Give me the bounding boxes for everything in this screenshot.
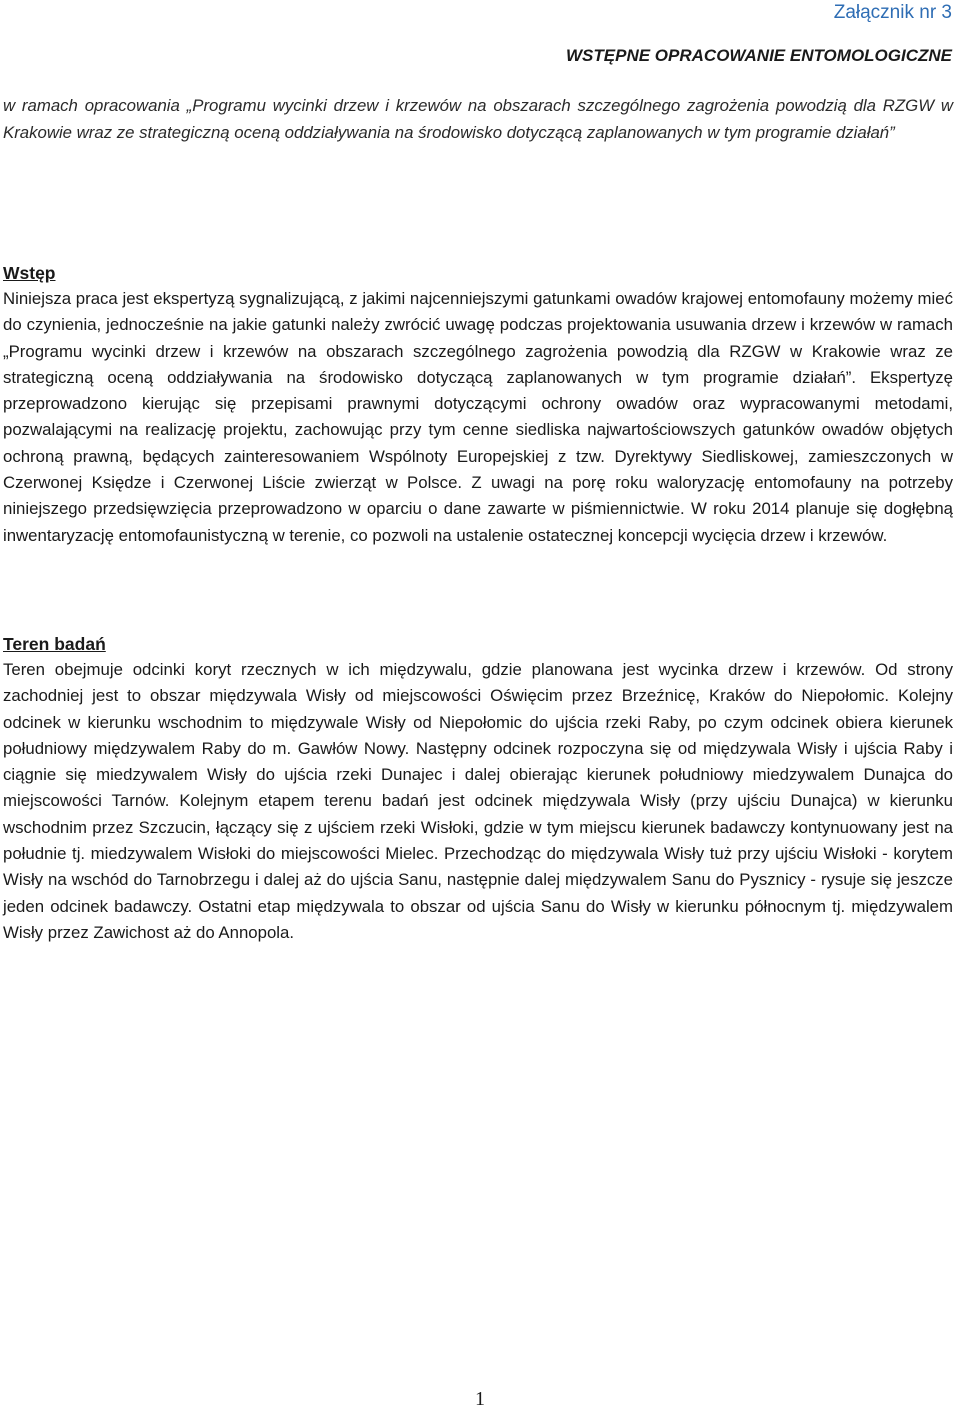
section-heading-introduction: Wstęp — [3, 263, 56, 283]
section-heading-study-area: Teren badań — [3, 634, 106, 654]
section-introduction — [3, 260, 953, 549]
document-title: WSTĘPNE OPRACOWANIE ENTOMOLOGICZNE — [566, 46, 952, 65]
section-body-introduction: Niniejsza praca jest ekspertyzą sygnalizującą, z jakimi najcenniejszymi gatunkami owadów krajowej entomofauny możemy mieć do czynienia, jednocześnie na jakie gatunki należy zwrócić uwagę podczas projektowania usuwania drzew i krzewów w ramach „Programu wycinki drzew i krzewów na obszarach szczególnego zagrożenia powodzią dla RZGW w Krakowie wraz ze strategiczną oceną oddziaływania na środowisko dotyczącą zaplanowanych w tym programie działań”. Ekspertyzę przeprowadzono kierując się przepisami prawnymi dotyczącymi ochrony owadów oraz wypracowanymi metodami, pozwalającymi na realizację projektu, zachowując przy tym cenne siedliska najwartościowszych gatunków owadów objętych ochroną prawną, będących zainteresowaniem Wspólnoty Europejskiej z tzw. Dyrektywy Siedliskowej, zamieszczonych w Czerwonej Księdze i Czerwonej Liście zwierząt w Polsce. Z uwagi na porę roku waloryzację entomofauny na potrzeby niniejszego przedsięwzięcia przeprowadzono w oparciu o dane zawarte w piśmiennictwie. W roku 2014 planuje się dogłębną inwentaryzację entomofaunistyczną w terenie, co pozwoli na ustalenie ostatecznej koncepcji wycięcia drzew i krzewów. — [3, 289, 953, 545]
annex-label: Załącznik nr 3 — [833, 2, 952, 23]
page-number: 1 — [475, 1388, 485, 1410]
section-body-study-area: Teren obejmuje odcinki koryt rzecznych w ich międzywalu, gdzie planowana jest wycinka drzew i krzewów. Od strony zachodniej jest to obszar międzywala Wisły od miejscowości Oświęcim przez Brzeźnicę, Kraków do Niepołomic. Kolejny odcinek w kierunku wschodnim to międzywale Wisły od Niepołomic do ujścia rzeki Raby, po czym odcinek obiera kierunek południowy międzywalem Raby do m. Gawłów Nowy. Następny odcinek rozpoczyna się od międzywala Wisły i ujścia Raby i ciągnie się miedzywalem Wisły do ujścia rzeki Dunajec i dalej obierając kierunek południowy miedzywalem Dunajca do miejscowości Tarnów. Kolejnym etapem terenu badań jest odcinek międzywala Wisły (przy ujściu Dunajca) w kierunku wschodnim przez Szczucin, łączący się z ujściem rzeki Wisłoki, gdzie w tym miejscu kierunek badawczy kontynuowany jest na południe tj. miedzywalem Wisłoki do miejscowości Mielec. Przechodząc do międzywala Wisły tuż przy ujściu Wisłoki - korytem Wisły na wschód do Tarnobrzegu i dalej aż do ujścia Sanu, następnie dalej międzywalem Sanu do Pysznicy - rysuje się jeszcze jeden odcinek badawczy. Ostatni etap międzywala to obszar od ujścia Sanu do Wisły w kierunku północnym tj. międzywalem Wisły przez Zawichost aż do Annopola. — [3, 660, 953, 942]
section-study-area — [3, 631, 953, 946]
document-subtitle: w ramach opracowania „Programu wycinki drzew i krzewów na obszarach szczególnego zagrożenia powodzią dla RZGW w Krakowie wraz ze strategiczną oceną oddziaływania na środowisko dotyczącą zaplanowanych w tym programie działań” — [3, 96, 953, 142]
